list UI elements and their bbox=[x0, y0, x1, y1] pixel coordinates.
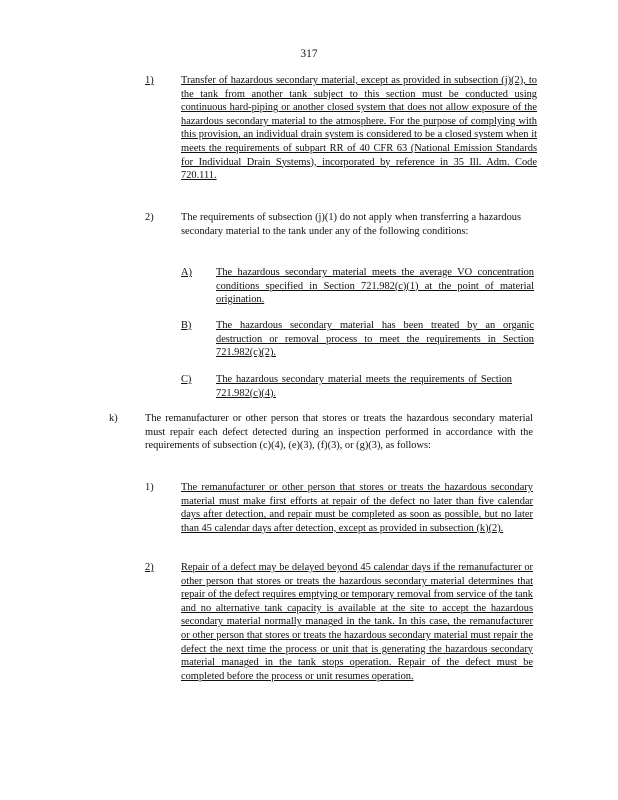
item-label: A) bbox=[181, 267, 192, 278]
item-label: C) bbox=[181, 374, 192, 385]
item-label: 1) bbox=[145, 75, 154, 86]
paragraph: The hazardous secondary material has been treated by an organic destruction or removal process to meet the requirements in Section 721.982(c)(2). bbox=[216, 320, 534, 359]
page-number: 317 bbox=[300, 48, 318, 60]
paragraph: The remanufacturer or other person that stores or treats the hazardous secondary material must make first efforts at repair of the defect no later than five calendar days after detection, and repair must be completed as soon as possible, but no later than 45 calendar days after detection, except as provided in subsection (k)(2). bbox=[181, 482, 533, 534]
paragraph: The hazardous secondary material meets the average VO concentration conditions specified in Section 721.982(c)(1) at the point of material origination. bbox=[216, 267, 534, 306]
item-label: k) bbox=[109, 413, 118, 424]
paragraph: The hazardous secondary material meets the requirements of Section 721.982(c)(4). bbox=[216, 374, 512, 399]
item-label: 2) bbox=[145, 212, 154, 223]
item-label: 2) bbox=[145, 562, 154, 573]
paragraph: The requirements of subsection (j)(1) do not apply when transferring a hazardous secondary material to the tank under any of the following conditions: bbox=[181, 212, 521, 237]
item-label: B) bbox=[181, 320, 192, 331]
paragraph: The remanufacturer or other person that stores or treats the hazardous secondary material must repair each defect detected during an inspection performed in accordance with the requirements of subsection (c)(4), (e)(3), (f)(3), or (g)(3), as follows: bbox=[145, 413, 533, 452]
paragraph: Repair of a defect may be delayed beyond 45 calendar days if the remanufacturer or other person that stores or treats the hazardous secondary material determines that repair of the defect requires emptying or temporary removal from service of the tank and no alternative tank capacity is available at the site to accept the hazardous secondary material normally managed in the tank. In this case, the remanufacturer or other person that stores or treats the hazardous secondary material must repair the defect the next time the process or unit that is generating the hazardous secondary material managed in the tank stops operation. Repair of the defect must be completed before the process or unit resumes operation. bbox=[181, 562, 533, 682]
paragraph: Transfer of hazardous secondary material, except as provided in subsection (j)(2), to the tank from another tank subject to this section must be conducted using continuous hard-piping or another closed system that does not allow exposure of the hazardous secondary material to the atmosphere. For the purpose of complying with this provision, an individual drain system is considered to be a closed system when it meets the requirements of subpart RR of 40 CFR 63 (National Emission Standards for Individual Drain Systems), incorporated by reference in 35 Ill. Adm. Code 720.111. bbox=[181, 75, 537, 182]
item-label: 1) bbox=[145, 482, 154, 493]
